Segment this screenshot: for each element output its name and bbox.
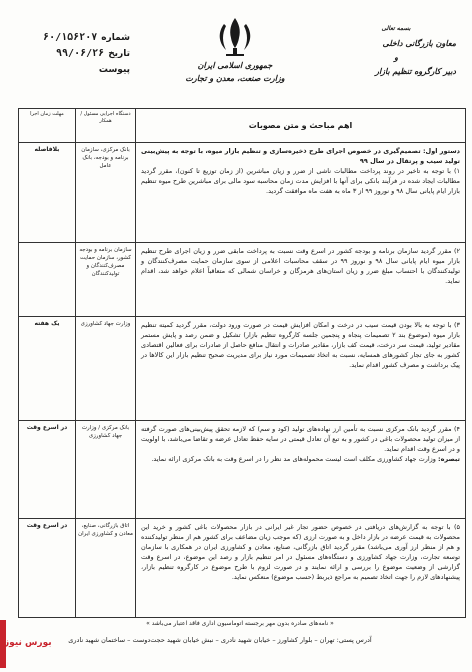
responsible-cell: اتاق بازرگانی، صنایع، معادن و کشاورزی ایران — [75, 519, 135, 617]
table-row — [135, 143, 465, 243]
deadline-cell — [19, 243, 75, 317]
table-row — [135, 519, 465, 617]
bismillah: بسمه تعالی — [381, 25, 411, 32]
footer-address: آدرس پستی: تهران – بلوار کشاورز – خیابان شهید نادری – نبش خیابان شهید حجت‌دوست – ساختمان شهید نادری — [68, 636, 372, 644]
responsible-cell: سازمان برنامه و بودجه کشور، سازمان حمایت مصرف‌کنندگان و تولیدکنندگان — [75, 243, 135, 317]
resolution-text: ۱) با توجه به تاخیر در روند پرداخت مطالبات ناشی از ضرر و زیان مباشرین (از زمان توزیع تا کنون)، مقرر گردید مطالبات ایجاد شده در فرآیند بانکی برای آنها با افزایش مدت زمان محاسبه سود مالی برای مباشرین طرح میوه تنظیم بازار ایام پایانی سال ۹۸ و نوروز ۹۹ از ۳ ماه به هفت ماه موافقت گردید. — [141, 167, 460, 195]
number-value: ۶۰/۱۵۶۲۰۷ — [43, 32, 98, 43]
column-header-deadline: مهلت زمان اجرا — [19, 109, 75, 143]
agenda-title: دستور اول: تصمیم‌گیری در خصوص اجرای طرح ذخیره‌سازی و تنظیم بازار میوه، با توجه به پیش‌بینی تولید سیب و پرتقال در سال ۹۹ — [141, 147, 460, 165]
sender-title — [336, 22, 456, 78]
letter-meta — [20, 30, 130, 78]
resolution-text: ۳) با توجه به بالا بودن قیمت سیب در درخت و امکان افزایش قیمت در صورت ورود دولت، مقرر گردید کمیته تنظیم بازار میوه (موضوع بند ۲ تصمیمات پنجاه و پنجمین جلسه کارگروه تنظیم بازار) تشکیل و ضمن رصد و پایش مستمر مقادیر تولید، قیمت سر درخت، قیمت کف بازار، مقادیر صادرات و انتقال منافع حاصل از صادرات برای فعالین اقتصادی کشور به جای تجار کشورهای همسایه، نسبت به اتخاذ تصمیمات مورد نیاز برای مدیریت صحیح تنظیم بازار این کالاها در پیک برداشت و مصرف کشور اقدام نماید. — [141, 321, 460, 369]
date-value: ۹۹/۰۶/۲۶ — [56, 48, 105, 59]
attachment-label: پیوست — [98, 65, 130, 75]
responsible-cell: وزارت جهاد کشاورزی — [75, 317, 135, 421]
resolutions-table — [18, 108, 466, 618]
resolution-text: ۲) مقرر گردید سازمان برنامه و بودجه کشور در اسرع وقت نسبت به پرداخت مابقی ضرر و زیان اجرای طرح تنظیم بازار میوه ایام پایانی سال ۹۸ و نوروز ۹۹ در سقف محاسبات اعلامی از سوی سازمان حمایت مصرف‌کنندگان و تولیدکنندگان با احتساب مبلغ ضرر و زیان استان‌های هرمزگان و خراسان شمالی که متعاقباً اعلام خواهد شد، اقدام نماید. — [141, 247, 460, 285]
sender-line-2: و — [394, 52, 398, 62]
country-title: جمهوری اسلامی ایران — [197, 60, 273, 70]
header-titles — [150, 60, 320, 83]
column-header-topic: اهم مباحث و متن مصوبات — [135, 109, 465, 143]
watermark-logo: بورس نیوز — [4, 638, 52, 648]
resolution-text: ۴) مقرر گردید بانک مرکزی نسبت به تأمین ارز نهاده‌های تولید (کود و سم) که لازمه تحقق پیش‌بینی‌های صورت گرفته از میزان تولید محصولات باغی در کشور و به تبع آن تعادل قیمتی در سایه حفظ تعادل عرضه و تقاضا می‌باشد، با اولویت و در اسرع وقت اقدام نماید. — [141, 425, 460, 453]
deadline-cell: در اسرع وقت — [26, 522, 68, 529]
table-row — [135, 421, 465, 519]
iran-emblem-icon — [212, 14, 258, 58]
sender-line-3: دبیر کارگروه تنظیم بازار — [375, 66, 456, 76]
ministry-title: وزارت صنعت، معدن و تجارت — [185, 73, 285, 83]
date-label: تاریخ — [108, 49, 130, 59]
footer-note: « نامه‌های صادره بدون مهر برجسته اتوماسیون اداری فاقد اعتبار می‌باشد » — [146, 620, 334, 627]
table-row — [135, 317, 465, 421]
table-row — [135, 243, 465, 317]
responsible-cell: بانک مرکزی / وزارت جهاد کشاورزی — [75, 421, 135, 519]
column-header-responsible: دستگاه اجرایی مسئول / همکار — [75, 109, 135, 143]
number-label: شماره — [101, 33, 130, 43]
responsible-cell: بانک مرکزی، سازمان برنامه و بودجه، بانک عامل — [75, 143, 135, 243]
note-label: تبصره: — [438, 455, 460, 463]
deadline-cell: یک هفته — [19, 317, 75, 421]
resolution-text: ۵) با توجه به گزارش‌های دریافتی در خصوص حضور تجار غیر ایرانی در بازار محصولات باغی کشور و خرید این محصولات به قیمت عرضه در بازار داخل و به صورت ارزی (که موجب زیان مضاعف برای کشور هم از منظر تولیدکننده و هم از منظر ارز آوری می‌باشد) مقرر گردید اتاق بازرگانی، صنایع، معادن و کشاورزی ایران در همکاری با سازمان توسعه تجارت، وزارت جهاد کشاورزی و دستگاه‌های مسئول در امر تنظیم بازار و رصد این موضوع، در اسرع وقت گزارشی از وضعیت موضوع را بررسی و ارائه نمایند و در صورت لزوم با طرح موضوع در کارگروه تنظیم بازار، پیشنهادهای لازم را جهت اتخاذ تصمیم به مراجع ذیربط (حسب موضوع) منعکس نماید. — [141, 523, 460, 581]
note-text: وزارت جهاد کشاورزی مکلف است لیست محموله‌های مد نظر را در اسرع وقت به بانک مرکزی ارائه نماید. — [151, 455, 436, 463]
deadline-cell: در اسرع وقت — [19, 421, 75, 519]
sender-line-1: معاون بازرگانی داخلی — [382, 38, 456, 48]
deadline-cell: بلافاصله — [19, 143, 75, 243]
